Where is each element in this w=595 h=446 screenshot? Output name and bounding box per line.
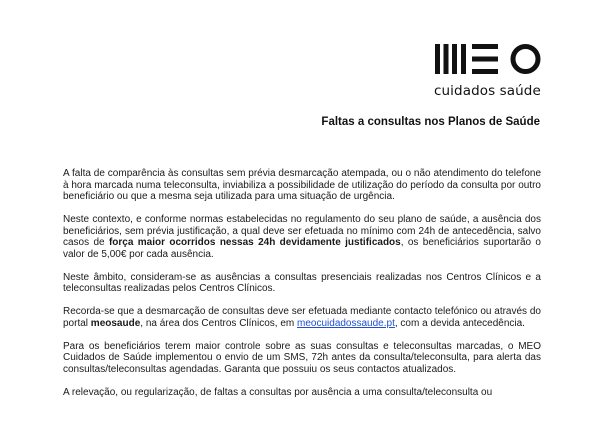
paragraph-2-text-b: , os beneficiários suportarão o valor de 5,00€ por cada ausência. <box>63 237 541 260</box>
paragraph-4-text-c: , com a devida antecedência. <box>394 317 525 329</box>
paragraph-2-text-a: Neste contexto, e conforme normas estabelecidas no regulamento do seu plano de saúde, a ausência dos beneficiários, sem prévia justificação, a qual deve ser efetuada no mínimo com 24h de antecedência, salvo casos de <box>63 214 541 248</box>
brand-subtitle: cuidados saúde <box>434 83 541 99</box>
meo-logo <box>433 41 545 103</box>
paragraph-3: Neste âmbito, consideram-se as ausências a consultas presenciais realizadas nos Centros Clínicos e a teleconsultas realizadas pelos Centros Clínicos. <box>63 271 541 294</box>
paragraph-4-text-a: Recorda-se que a desmarcação de consultas deve ser efetuada mediante contacto telefónico ou através do portal <box>63 306 541 329</box>
paragraph-1: A falta de comparência às consultas sem prévia desmarcação atempada, ou o não atendimento do telefone à hora marcada numa teleconsulta, inviabiliza a possibilidade de utilização do período da consulta por outro beneficiário ou que a mesma seja utilizada para uma situação de urgência. <box>63 168 541 202</box>
meo-logo-mark <box>435 41 543 77</box>
paragraph-4-text-b: , na área dos Centros Clínicos, em <box>140 317 298 329</box>
paragraph-4 <box>63 306 541 329</box>
paragraph-6: A relevação, ou regularização, de faltas a consultas por ausência a uma consulta/teleconsulta ou <box>63 386 493 398</box>
website-link[interactable]: meocuidadossaude.pt <box>297 317 395 329</box>
paragraph-5: Para os beneficiários terem maior controle sobre as suas consultas e teleconsultas marcadas, o MEO Cuidados de Saúde implementou o envio de um SMS, 72h antes da consulta/teleconsulta, para alerta das consultas/teleconsultas agendadas. Garanta que possuiu os seus contactos atualizados. <box>63 340 541 375</box>
paragraph-2-bold: força maior ocorridos nessas 24h devidamente justificados <box>108 237 401 248</box>
portal-name: meosaude <box>90 317 141 329</box>
document-title: Faltas a consultas nos Planos de Saúde <box>321 116 540 128</box>
document-body <box>63 168 541 410</box>
paragraph-2 <box>63 214 541 260</box>
